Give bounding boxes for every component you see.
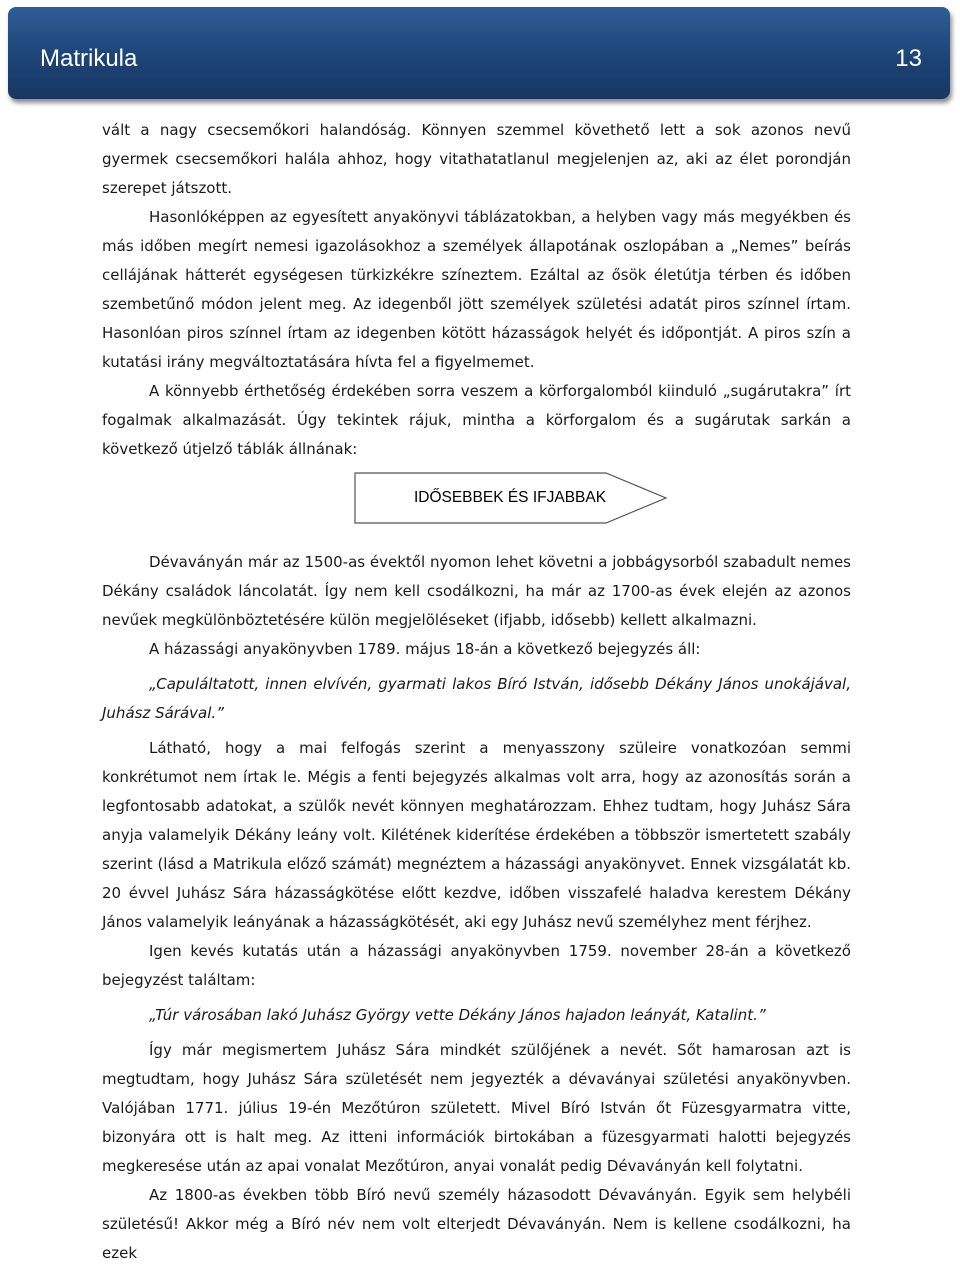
paragraph: Igen kevés kutatás után a házassági anyakönyvben 1759. november 28-án a következő bejegyzést találtam: — [102, 942, 851, 989]
quote: „Capuláltatott, innen elvívén, gyarmati lakos Bíró István, idősebb Dékány János unokájával, Juhász Sárával.” — [102, 675, 851, 722]
paragraph: Dévaványán már az 1500-as évektől nyomon lehet követni a jobbágysorból szabadult nemes Dékány családok láncolatát. Így nem kell csodálkozni, ha már az 1700-as évek elején az azonos nevűek megkülönböztetésére külön megjelöléseket (ifjabb, idősebb) kellett alkalmazni. — [102, 553, 851, 629]
paragraph: Az 1800-as években több Bíró nevű személy házasodott Dévaványán. Egyik sem helybéli születésű! Akkor még a Bíró név nem volt elterjedt Dévaványán. Nem is kellene csodálkozni, ha ezek — [102, 1186, 851, 1262]
quote: „Túr városában lakó Juhász György vette Dékány János hajadon leányát, Katalint.” — [149, 1006, 766, 1024]
paragraph: Hasonlóképpen az egyesített anyakönyvi táblázatokban, a helyben vagy más megyékben és más időben megírt nemesi igazolásokhoz a személyek állapotának oszlopában a „Nemes” beírás cellájának hátterét egységesen türkizkékre színeztem. Ezáltal az ősök életútja térben és időben szembetűnő módon jelent meg. Az idegenből jött személyek születési adatát piros színnel írtam. Hasonlóan piros színnel írtam az idegenben kötött házasságok helyét és időpontját. A piros szín a kutatási irány megváltoztatására hívta fel a figyelmemet. — [102, 208, 851, 371]
article-body — [102, 116, 851, 1268]
header-banner — [8, 7, 950, 99]
publication-title: Matrikula — [40, 45, 138, 72]
paragraph: A könnyebb érthetőség érdekében sorra veszem a körforgalomból kiinduló „sugárutakra” írt fogalmak alkalmazását. Úgy tekintek rájuk, mintha a körforgalom és a sugárutak sarkán a következő útjelző táblák állnának: — [102, 382, 851, 458]
signpost-label: IDŐSEBBEK ÉS IFJABBAK — [413, 489, 607, 506]
paragraph: A házassági anyakönyvben 1789. május 18-án a következő bejegyzés áll: — [149, 640, 701, 658]
paragraph: Így már megismertem Juhász Sára mindkét szülőjének a nevét. Sőt hamarosan azt is megtudtam, hogy Juhász Sára születését nem jegyezték a dévaványai születési anyakönyvben. Valójában 1771. július 19-én Mezőtúron született. Mivel Bíró István őt Füzesgyarmatra vitte, bizonyára ott is halt meg. Az itteni információk birtokában a füzesgyarmati halotti bejegyzés megkeresése után az apai vonalat Mezőtúron, anyai vonalát pedig Dévaványán kell folytatni. — [102, 1041, 851, 1175]
page-number: 13 — [895, 45, 922, 72]
signpost-arrow — [102, 472, 851, 540]
paragraph: vált a nagy csecsemőkori halandóság. Könnyen szemmel követhető lett a sok azonos nevű gyermek csecsemőkori halála ahhoz, hogy vitathatatlanul megjelenjen az, aki az élet porondján szerepet játszott. — [102, 121, 851, 197]
paragraph: Látható, hogy a mai felfogás szerint a menyasszony szüleire vonatkozóan semmi konkrétumot nem írtak le. Mégis a fenti bejegyzés alkalmas volt arra, hogy az azonosítás során a legfontosabb adatokat, a szülők nevét könnyen meghatározzam. Ehhez tudtam, hogy Juhász Sára anyja valamelyik Dékány leány volt. Kilétének kiderítése érdekében a többször ismertetett szabály szerint (lásd a Matrikula előző számát) megnéztem a házassági anyakönyvet. Ennek vizsgálatát kb. 20 évvel Juhász Sára házasságkötése előtt kezdve, időben visszafelé haladva kerestem Dékány János valamelyik leányának a házasságkötését, aki egy Juhász nevű személyhez ment férjhez. — [102, 739, 851, 931]
